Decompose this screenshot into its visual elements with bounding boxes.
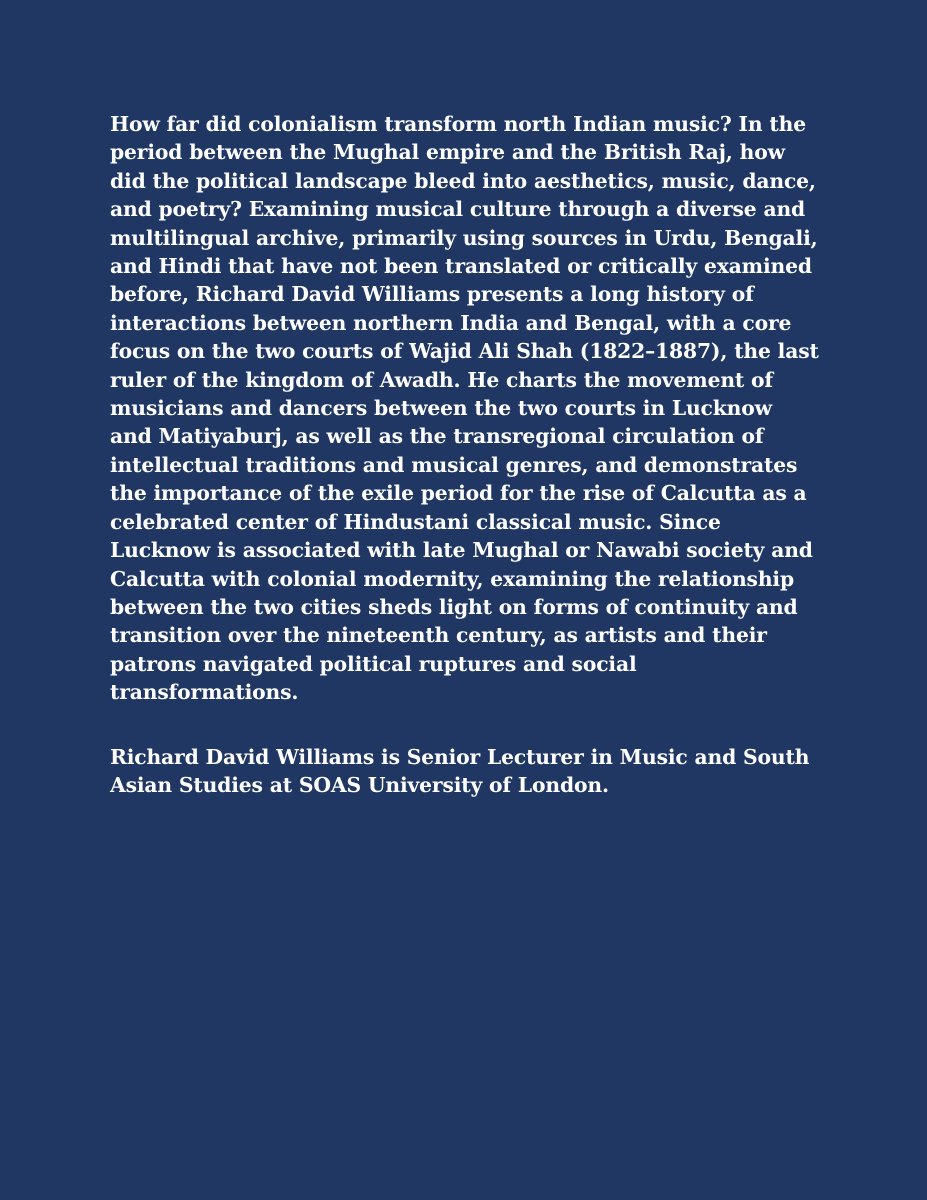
author-bio: Richard David Williams is Senior Lecturer in Music and South Asian Studies at SOAS University of London.: [110, 745, 810, 798]
book-description: How far did colonialism transform north Indian music? In the period between the Mughal empire and the British Raj, how did the political landscape bleed into aesthetics, music, dance, and poetry? Examining musical culture through a diverse and multilingual archive, primarily using sources in Urdu, Bengali, and Hindi that have not been translated or critically examined before, Richard David Williams presents a long history of interactions between northern India and Bengal, with a core focus on the two courts of Wajid Ali Shah (1822–1887), the last ruler of the kingdom of Awadh. He charts the movement of musicians and dancers between the two courts in Lucknow and Matiyaburj, as well as the transregional circulation of intellectual traditions and musical genres, and demonstrates the importance of the exile period for the rise of Calcutta as a celebrated center of Hindustani classical music. Since Lucknow is associated with late Mughal or Nawabi society and Calcutta with colonial modernity, examining the relationship between the two cities sheds light on forms of continuity and transition over the nineteenth century, as artists and their patrons navigated political ruptures and social transformations.: [110, 112, 819, 705]
